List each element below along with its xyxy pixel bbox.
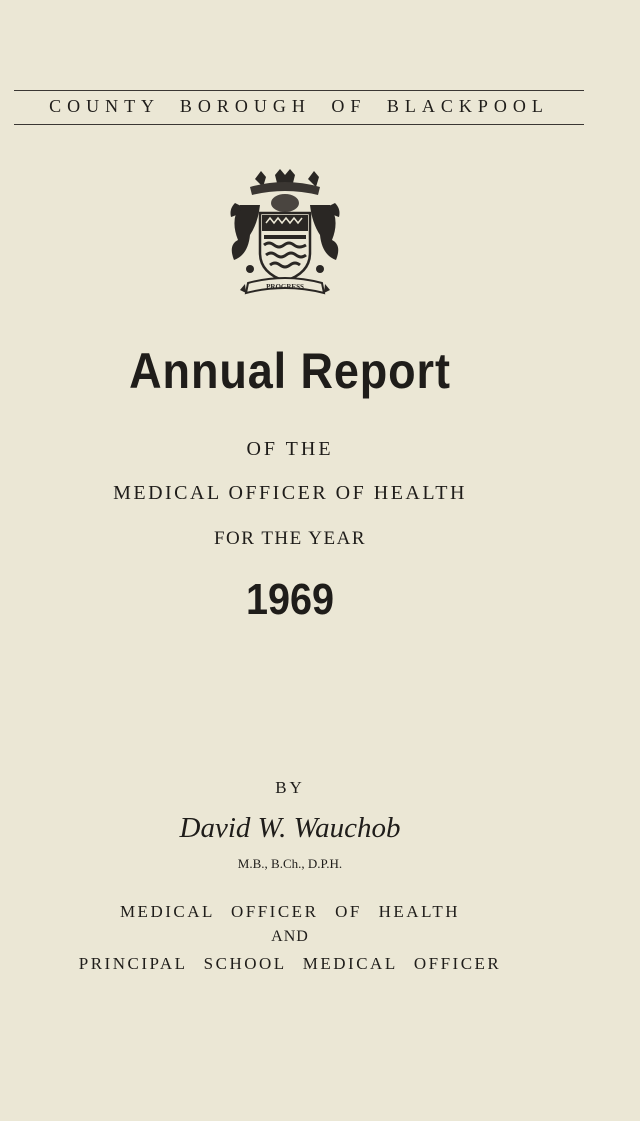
motto-text: PROGRESS <box>266 283 304 291</box>
header-bottom-rule <box>14 124 584 125</box>
report-year: 1969 <box>245 575 335 624</box>
report-for-the-year: FOR THE YEAR <box>213 528 367 549</box>
coat-of-arms-icon <box>220 165 350 305</box>
borough-header: COUNTY BOROUGH OF BLACKPOOL <box>49 96 549 116</box>
report-title: Annual Report <box>129 343 451 399</box>
author-role-line2: PRINCIPAL SCHOOL MEDICAL OFFICER <box>78 954 502 973</box>
author-by: BY <box>275 778 305 797</box>
header-top-rule <box>14 90 584 91</box>
report-of-the: OF THE <box>246 438 334 460</box>
author-role-line1: MEDICAL OFFICER OF HEALTH <box>119 902 461 921</box>
author-name: David W. Wauchob <box>179 812 401 844</box>
report-office: MEDICAL OFFICER OF HEALTH <box>113 482 467 504</box>
author-qualifications: M.B., B.Ch., D.P.H. <box>237 856 343 871</box>
author-role-and: AND <box>271 928 309 945</box>
